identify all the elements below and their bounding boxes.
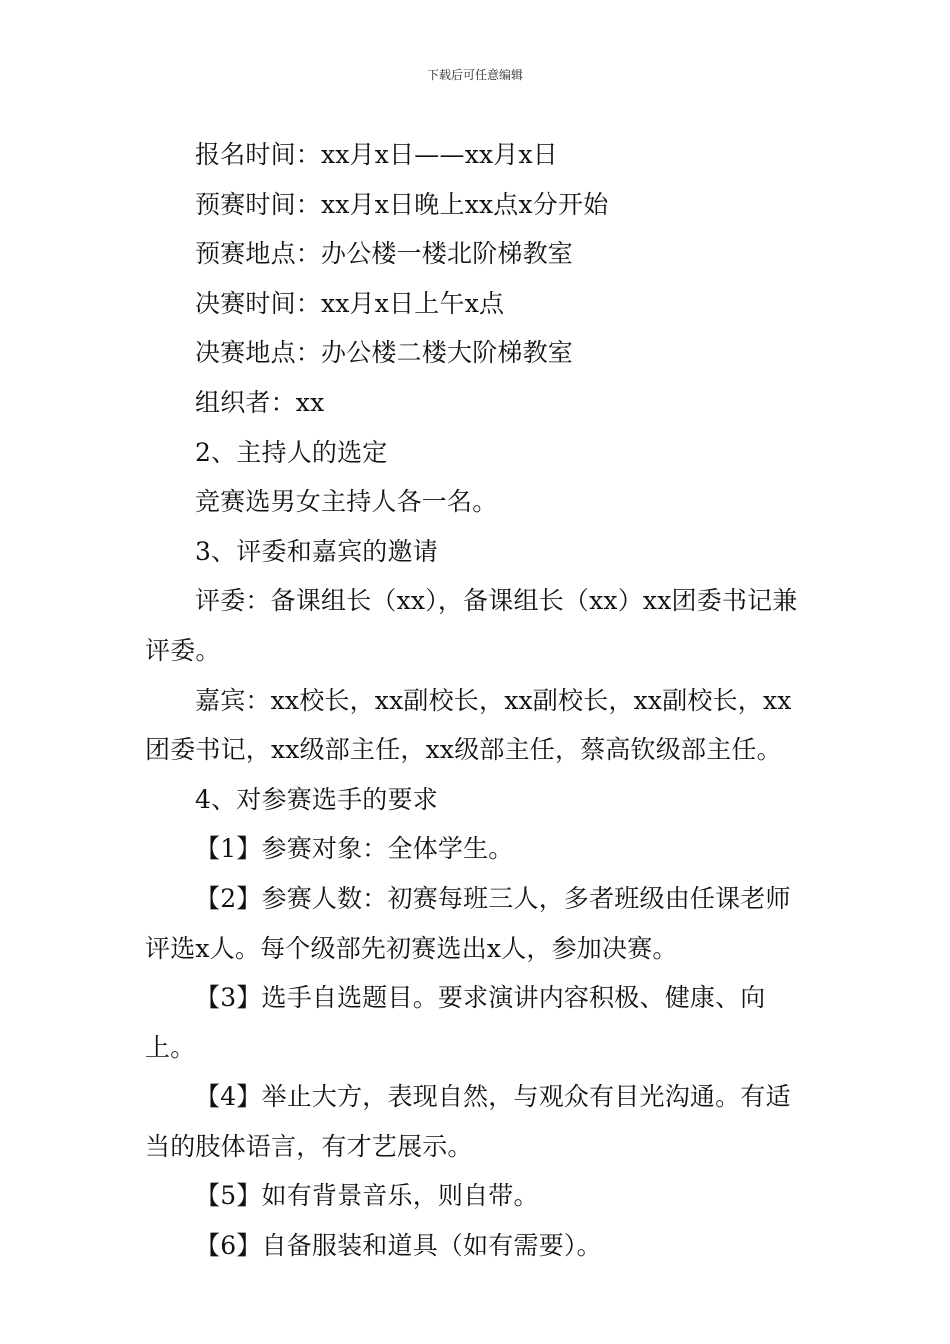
final-location: 决赛地点：办公楼二楼大阶梯教室	[195, 338, 574, 368]
requirement-item: 【3】选手自选题目。要求演讲内容积极、健康、向上。	[145, 983, 766, 1062]
judges-list: 评委：备课组长（xx），备课组长（xx）xx团委书记兼评委。	[145, 586, 798, 665]
requirement-item: 【2】参赛人数：初赛每班三人，多者班级由任课老师评选x人。每个级部先初赛选出x人，参加决赛。	[145, 883, 791, 963]
requirement-item: 【1】参赛对象：全体学生。	[195, 834, 514, 864]
section-heading-judges: 3、评委和嘉宾的邀请	[195, 536, 438, 566]
registration-time: 报名时间：xx月x日——xx月x日	[195, 140, 558, 169]
preliminary-location: 预赛地点：办公楼一楼北阶梯教室	[195, 239, 574, 269]
requirement-item: 【4】举止大方，表现自然，与观众有目光沟通。有适当的肢体语言，有才艺展示。	[145, 1082, 791, 1161]
section-heading-requirements: 4、对参赛选手的要求	[195, 784, 438, 814]
section-heading-host: 2、主持人的选定	[195, 437, 388, 467]
preliminary-time: 预赛时间：xx月x日晚上xx点x分开始	[195, 189, 609, 219]
guests-list: 嘉宾：xx校长，xx副校长，xx副校长，xx副校长，xx团委书记，xx级部主任，xx级部主任，蔡高钦级部主任。	[145, 685, 792, 765]
document-body	[145, 130, 810, 1271]
final-time: 决赛时间：xx月x日上午x点	[195, 288, 505, 318]
page-header-note: 下载后可任意编辑	[426, 68, 523, 82]
requirement-item: 【5】如有背景音乐，则自带。	[195, 1181, 539, 1211]
host-description: 竞赛选男女主持人各一名。	[195, 487, 498, 517]
organizer: 组织者：xx	[195, 387, 325, 417]
requirement-item: 【6】自备服装和道具（如有需要）。	[195, 1231, 602, 1261]
